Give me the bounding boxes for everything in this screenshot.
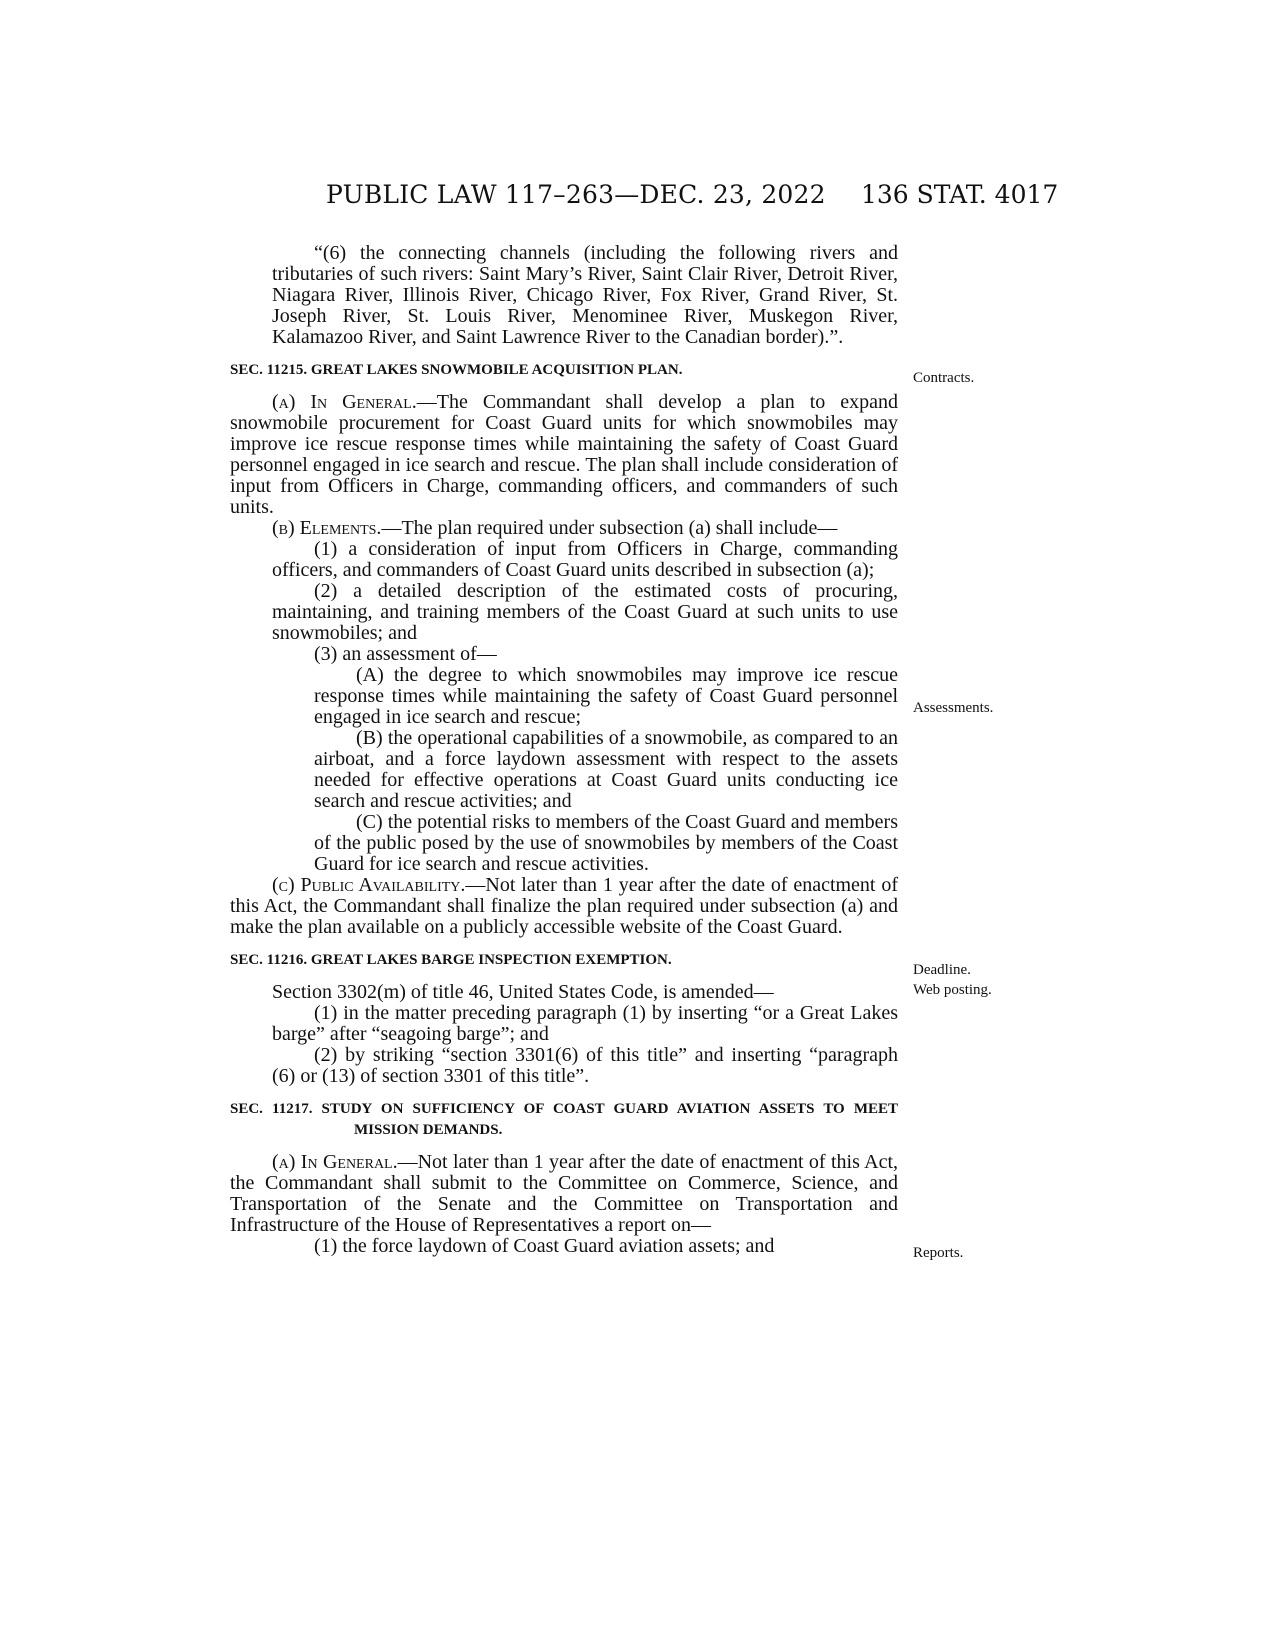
paragraph-11216-2: (2) by striking “section 3301(6) of this title” and inserting “paragraph (6) or (13) of section 3301 of this title”. — [272, 1044, 898, 1087]
paragraph-block-11216-1 — [230, 1003, 898, 1045]
section-11216-intro: Section 3302(m) of title 46, United States Code, is amended— — [272, 981, 774, 1003]
subsection-label: (c) Public Availability. — [272, 874, 466, 896]
document-body — [230, 243, 898, 1257]
subsection-c-11215 — [230, 875, 898, 938]
subsection-b-11215 — [230, 518, 898, 539]
paragraph-block-b3C — [230, 812, 898, 875]
running-head: PUBLIC LAW 117–263—DEC. 23, 2022 — [326, 180, 826, 209]
page-number: 136 STAT. 4017 — [861, 180, 1059, 209]
section-heading-11215: SEC. 11215. GREAT LAKES SNOWMOBILE ACQUISITION PLAN. — [230, 362, 683, 378]
paragraph-text: “(6) the connecting channels (including the following rivers and tributaries of such rivers: Saint Mary’s River, Saint Clair River, Detroit River, Niagara River, Illinois River, Chicago River, Fox River, Grand River, St. Joseph River, St. Louis River, Menominee River, Muskegon River, Kalamazoo River, and Saint Lawrence River to the Canadian border).”. — [272, 242, 898, 348]
paragraph-block-11217-1 — [230, 1236, 898, 1257]
margin-note-web-posting: Web posting. — [913, 982, 992, 998]
paragraph-block-b1 — [230, 539, 898, 581]
subsection-text: —The plan required under subsection (a) shall include— — [381, 517, 838, 539]
subsection-label: (b) Elements. — [272, 517, 382, 539]
subsection-a-11215 — [230, 392, 898, 518]
subsection-label: (a) In General. — [272, 391, 417, 413]
paragraph-b3: (3) an assessment of— — [314, 643, 497, 665]
margin-note-reports: Reports. — [913, 1245, 964, 1261]
paragraph-6-continued — [230, 243, 898, 348]
margin-note-deadline: Deadline. — [913, 962, 971, 978]
subsection-label: (a) In General. — [272, 1151, 398, 1173]
section-heading-11216: SEC. 11216. GREAT LAKES BARGE INSPECTION EXEMPTION. — [230, 952, 672, 968]
paragraph-block-b3B — [230, 728, 898, 812]
paragraph-block-11216-2 — [230, 1045, 898, 1087]
page-header — [0, 180, 1275, 220]
paragraph-b1: (1) a consideration of input from Officers in Charge, commanding officers, and commanders of Coast Guard units described in subsection (a); — [272, 538, 898, 581]
subsection-a-11217 — [230, 1152, 898, 1236]
subparagraph-C: (C) the potential risks to members of the Coast Guard and members of the public posed by the use of snowmobiles by members of the Coast Guard for ice search and rescue activities. — [314, 811, 898, 875]
section-heading-11217: SEC. 11217. STUDY ON SUFFICIENCY OF COAST GUARD AVIATION ASSETS TO MEET MISSION DEMANDS. — [230, 1101, 898, 1138]
paragraph-block-b3 — [230, 644, 898, 665]
subsection-text: —The Commandant shall develop a plan to expand snowmobile procurement for Coast Guard units for which snowmobiles may improve ice rescue response times while maintaining the safety of Coast Guard personnel engaged in ice search and rescue. The plan shall include consideration of input from Officers in Charge, commanding officers, and commanders of such units. — [230, 391, 898, 518]
paragraph-11216-1: (1) in the matter preceding paragraph (1) by inserting “or a Great Lakes barge” after “seagoing barge”; and — [272, 1002, 898, 1045]
paragraph-block-b3A — [230, 665, 898, 728]
subparagraph-A: (A) the degree to which snowmobiles may improve ice rescue response times while maintaining the safety of Coast Guard personnel engaged in ice search and rescue; — [314, 664, 898, 728]
paragraph-block-b2 — [230, 581, 898, 644]
paragraph-11217-1: (1) the force laydown of Coast Guard aviation assets; and — [314, 1235, 775, 1257]
paragraph-b2: (2) a detailed description of the estimated costs of procuring, maintaining, and training members of the Coast Guard at such units to use snowmobiles; and — [272, 580, 898, 644]
margin-note-assessments: Assessments. — [913, 700, 994, 716]
subsection-text: —Not later than 1 year after the date of enactment of this Act, the Commandant shall submit to the Committee on Commerce, Science, and Transportation of the Senate and the Committee on Transportation and Infrastructure of the House of Representatives a report on— — [230, 1151, 899, 1236]
subsection-text: —Not later than 1 year after the date of enactment of this Act, the Commandant shall finalize the plan required under subsection (a) and make the plan available on a publicly accessible website of the Coast Guard. — [230, 874, 898, 938]
subparagraph-B: (B) the operational capabilities of a snowmobile, as compared to an airboat, and a force laydown assessment with respect to the assets needed for effective operations at Coast Guard units conducting ice search and rescue activities; and — [314, 727, 898, 812]
margin-note-contracts: Contracts. — [913, 370, 975, 386]
